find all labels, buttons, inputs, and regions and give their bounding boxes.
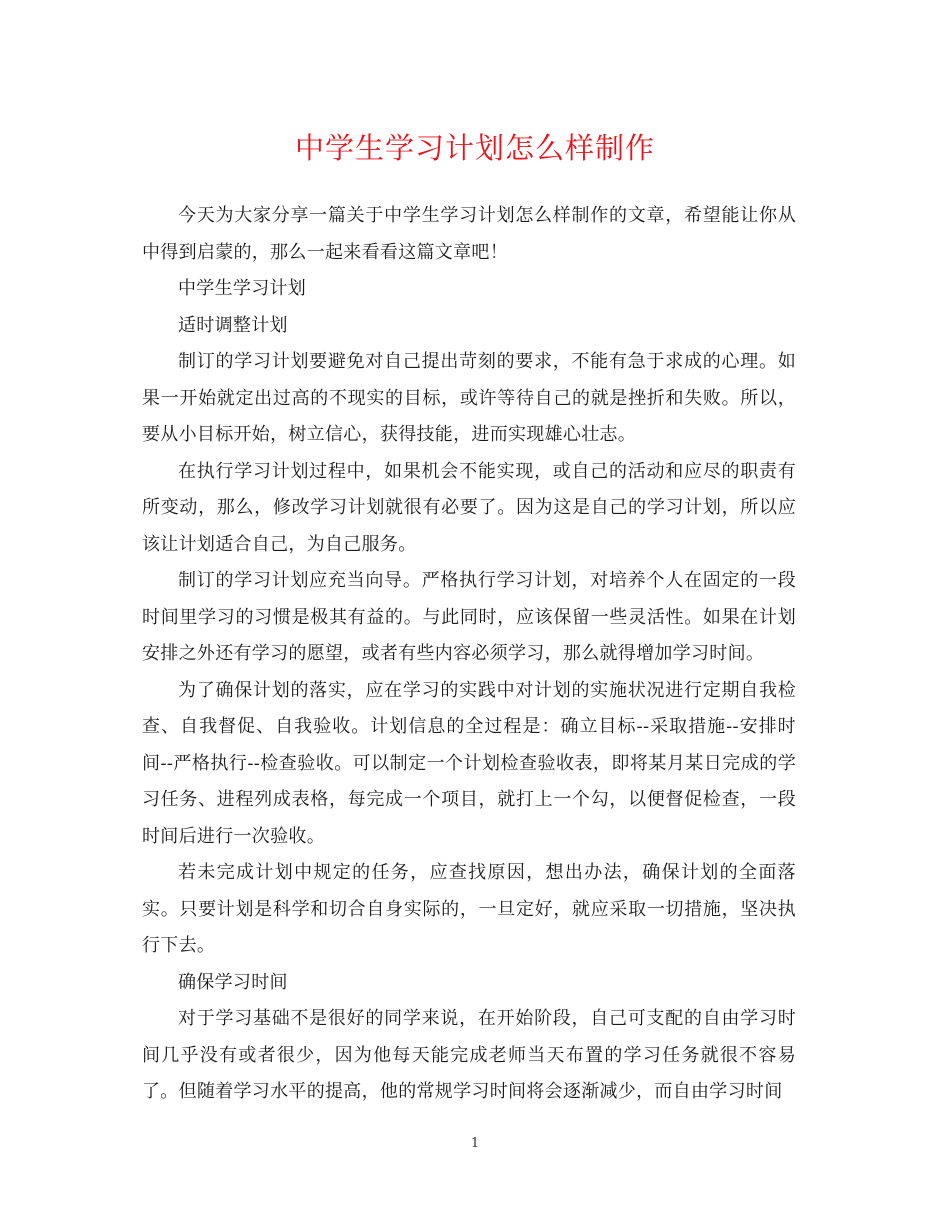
body-paragraph: 对于学习基础不是很好的同学来说，在开始阶段，自己可支配的自由学习时间几乎没有或者很少，因为他每天能完成老师当天布置的学习任务就很不容易了。但随着学习水平的提高，他的常规学习时间将会逐渐减少，而自由学习时间 bbox=[142, 1008, 796, 1102]
body-paragraph: 若未完成计划中规定的任务，应查找原因，想出办法，确保计划的全面落实。只要计划是科学和切合自身实际的，一旦定好，就应采取一切措施，坚决执行下去。 bbox=[142, 862, 796, 956]
body-paragraph: 在执行学习计划过程中，如果机会不能实现，或自己的活动和应尽的职责有所变动，那么，修改学习计划就很有必要了。因为这是自己的学习计划，所以应该让计划适合自己，为自己服务。 bbox=[142, 460, 796, 555]
document-body bbox=[142, 198, 796, 1111]
intro-paragraph: 今天为大家分享一篇关于中学生学习计划怎么样制作的文章，希望能让你从中得到启蒙的，那么一起来看看这篇文章吧！ bbox=[142, 205, 796, 263]
section-heading: 中学生学习计划 bbox=[178, 278, 307, 299]
subsection-heading: 适时调整计划 bbox=[178, 314, 288, 336]
body-paragraph: 制订的学习计划应充当向导。严格执行学习计划，对培养个人在固定的一段时间里学习的习惯是极其有益的。与此同时，应该保留一些灵活性。如果在计划安排之外还有学习的愿望，或者有些内容必须学习，那么就得增加学习时间。 bbox=[142, 570, 796, 664]
document-title: 中学生学习计划怎么样制作 bbox=[294, 131, 655, 165]
subsection-heading: 确保学习时间 bbox=[178, 971, 288, 993]
page-number: 1 bbox=[470, 1136, 480, 1151]
body-paragraph: 制订的学习计划要避免对自己提出苛刻的要求，不能有急于求成的心理。如果一开始就定出过高的不现实的目标，或许等待自己的就是挫折和失败。所以，要从小目标开始，树立信心，获得技能，进而实现雄心壮志。 bbox=[142, 351, 796, 445]
body-paragraph: 为了确保计划的落实，应在学习的实践中对计划的实施状况进行定期自我检查、自我督促、自我验收。计划信息的全过程是：确立目标--采取措施--安排时间--严格执行--检查验收。可以制定一个计划检查验收表，即将某月某日完成的学习任务、进程列成表格，每完成一个项目，就打上一个勾，以便督促检查，一段时间后进行一次验收。 bbox=[142, 679, 796, 847]
